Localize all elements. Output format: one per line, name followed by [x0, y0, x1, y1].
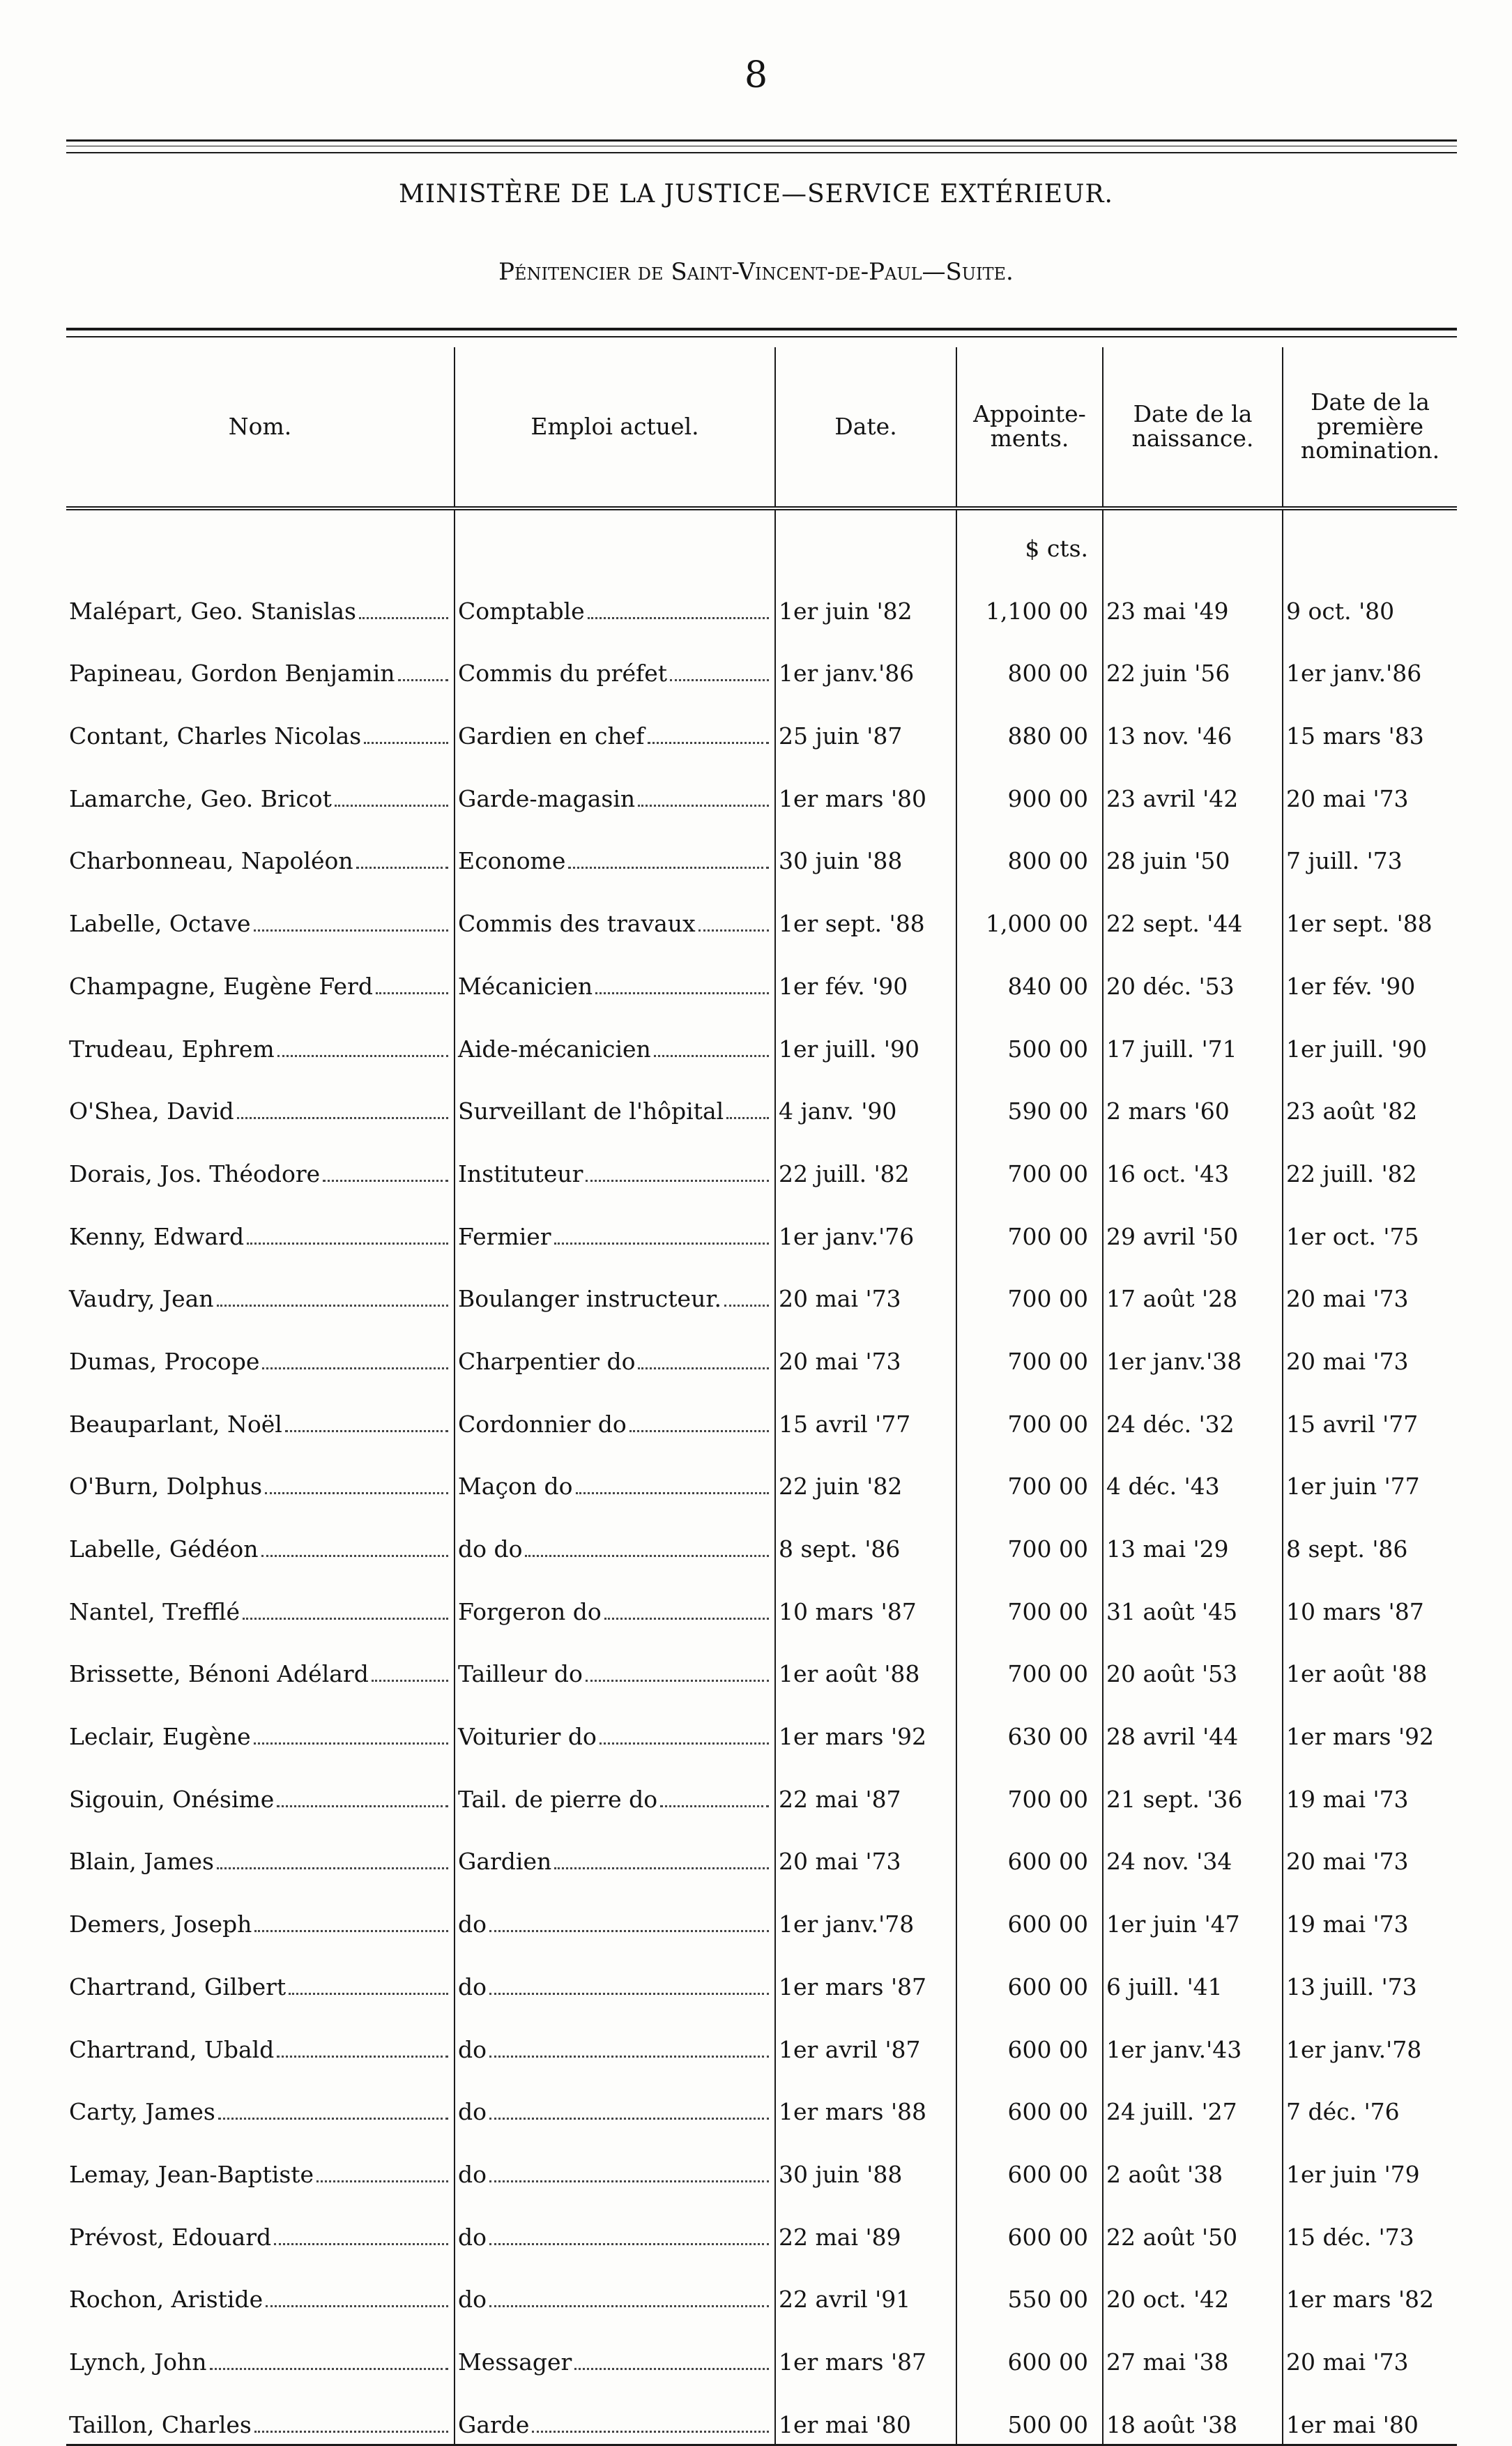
cell-appointements: 600 00 — [956, 2318, 1103, 2381]
cell-nom — [66, 1068, 455, 1131]
cell-naissance: 24 déc. '32 — [1103, 1381, 1283, 1443]
cell-date: 1er mars '80 — [775, 755, 956, 818]
cell-nom-text: Taillon, Charles — [69, 2410, 252, 2438]
cell-appointements: 700 00 — [956, 1756, 1103, 1818]
cell-date: 22 juill. '82 — [775, 1130, 956, 1193]
cell-nom-text: Kenny, Edward — [69, 1222, 245, 1250]
cell-nom-text: Sigouin, Onésime — [69, 1785, 275, 1813]
cell-emploi-text: Gardien — [458, 1848, 552, 1876]
cell-emploi — [455, 1756, 775, 1818]
cell-naissance: 20 oct. '42 — [1103, 2256, 1283, 2319]
cell-nom — [66, 818, 455, 881]
table-row — [66, 692, 1457, 755]
table-row — [66, 2069, 1457, 2132]
cell-nom-text: Vaudry, Jean — [69, 1285, 214, 1313]
page-subtitle: Pénitencier de Saint-Vincent-de-Paul—Suite. — [498, 258, 1014, 286]
cell-emploi-text: Boulanger instructeur. — [458, 1285, 721, 1313]
cell-date: 25 juin '87 — [775, 692, 956, 755]
cell-emploi — [455, 2318, 775, 2381]
cell-emploi-text: do — [458, 1973, 487, 2000]
cell-appointements: 600 00 — [956, 2131, 1103, 2194]
cell-naissance: 2 mars '60 — [1103, 1068, 1283, 1131]
col-header-naissance: Date de la naissance. — [1103, 347, 1283, 508]
table-row — [66, 568, 1457, 630]
table-row — [66, 2381, 1457, 2445]
cell-emploi-text: Voiturier do — [458, 1723, 597, 1751]
cell-nom — [66, 2006, 455, 2069]
cell-date: 22 mai '89 — [775, 2194, 956, 2256]
cell-nom — [66, 1193, 455, 1256]
table-row — [66, 943, 1457, 1005]
table-top-rule-thin — [66, 336, 1457, 337]
cell-emploi-text: do — [458, 2286, 487, 2314]
cell-nom — [66, 2131, 455, 2194]
cell-naissance: 13 nov. '46 — [1103, 692, 1283, 755]
cell-nom — [66, 1130, 455, 1193]
cell-nom — [66, 1505, 455, 1568]
cell-nom — [66, 943, 455, 1005]
cell-emploi-text: Tail. de pierre do — [458, 1785, 658, 1813]
cell-nom — [66, 1256, 455, 1319]
cell-date: 1er juill. '90 — [775, 1005, 956, 1068]
staff-table — [66, 347, 1457, 2446]
cell-nom-text: Chartrand, Gilbert — [69, 1973, 287, 2000]
units-spacer — [66, 508, 455, 568]
units-row — [66, 508, 1457, 568]
cell-naissance: 22 août '50 — [1103, 2194, 1283, 2256]
table-row — [66, 1005, 1457, 1068]
cell-nomination: 20 mai '73 — [1283, 2318, 1457, 2381]
cell-nom — [66, 1005, 455, 1068]
staff-table-container — [66, 347, 1457, 2446]
cell-nom — [66, 1693, 455, 1756]
col-header-date: Date. — [775, 347, 956, 508]
cell-date: 1er janv.'76 — [775, 1193, 956, 1256]
cell-emploi-text: do — [458, 1911, 487, 1938]
cell-nom — [66, 1943, 455, 2006]
cell-date: 30 juin '88 — [775, 2131, 956, 2194]
cell-emploi — [455, 1631, 775, 1694]
cell-nom-text: Lamarche, Geo. Bricot — [69, 784, 332, 812]
cell-nom-text: Champagne, Eugène Ferd — [69, 972, 373, 1000]
cell-nomination: 20 mai '73 — [1283, 1318, 1457, 1381]
cell-nom-text: Dorais, Jos. Théodore — [69, 1160, 321, 1187]
cell-appointements: 600 00 — [956, 1943, 1103, 2006]
cell-emploi-text: Aide-mécanicien — [458, 1035, 651, 1063]
cell-appointements: 800 00 — [956, 630, 1103, 693]
cell-appointements: 700 00 — [956, 1381, 1103, 1443]
table-row — [66, 755, 1457, 818]
cell-nom — [66, 1881, 455, 1943]
top-rule-second — [66, 152, 1457, 153]
cell-emploi — [455, 1256, 775, 1319]
cell-emploi-text: do — [458, 2098, 487, 2126]
cell-emploi — [455, 1318, 775, 1381]
cell-nomination: 1er juill. '90 — [1283, 1005, 1457, 1068]
table-row — [66, 1193, 1457, 1256]
units-label: $ cts. — [956, 508, 1103, 568]
cell-nom-text: Prévost, Edouard — [69, 2223, 272, 2251]
cell-nom — [66, 692, 455, 755]
cell-naissance: 18 août '38 — [1103, 2381, 1283, 2445]
cell-nom-text: Chartrand, Ubald — [69, 2035, 275, 2063]
units-spacer — [455, 508, 775, 568]
cell-emploi — [455, 1005, 775, 1068]
cell-date: 1er mars '92 — [775, 1693, 956, 1756]
cell-nom-text: Charbonneau, Napoléon — [69, 847, 353, 875]
cell-naissance: 16 oct. '43 — [1103, 1130, 1283, 1193]
page-title: MINISTÈRE DE LA JUSTICE—SERVICE EXTÉRIEUR. — [399, 180, 1113, 208]
cell-nom — [66, 1381, 455, 1443]
cell-naissance: 22 juin '56 — [1103, 630, 1283, 693]
cell-nomination: 22 juill. '82 — [1283, 1130, 1457, 1193]
table-row — [66, 630, 1457, 693]
cell-emploi-text: Commis du préfet — [458, 660, 667, 688]
cell-emploi — [455, 1943, 775, 2006]
cell-nomination: 23 août '82 — [1283, 1068, 1457, 1131]
cell-naissance: 24 juill. '27 — [1103, 2069, 1283, 2132]
cell-emploi-text: Maçon do — [458, 1473, 573, 1501]
cell-nomination: 1er oct. '75 — [1283, 1193, 1457, 1256]
cell-naissance: 17 juill. '71 — [1103, 1005, 1283, 1068]
cell-naissance: 21 sept. '36 — [1103, 1756, 1283, 1818]
cell-appointements: 700 00 — [956, 1568, 1103, 1631]
cell-emploi — [455, 2069, 775, 2132]
top-rule — [66, 139, 1457, 142]
cell-emploi — [455, 1693, 775, 1756]
cell-nom-text: Trudeau, Ephrem — [69, 1035, 275, 1063]
cell-appointements: 500 00 — [956, 2381, 1103, 2445]
cell-emploi-text: do — [458, 2160, 487, 2188]
table-row — [66, 1505, 1457, 1568]
cell-naissance: 23 mai '49 — [1103, 568, 1283, 630]
cell-date: 22 avril '91 — [775, 2256, 956, 2319]
cell-nomination: 15 déc. '73 — [1283, 2194, 1457, 2256]
cell-nomination: 20 mai '73 — [1283, 1256, 1457, 1319]
cell-appointements: 700 00 — [956, 1130, 1103, 1193]
cell-nomination: 1er fév. '90 — [1283, 943, 1457, 1005]
cell-date: 10 mars '87 — [775, 1568, 956, 1631]
table-row — [66, 1068, 1457, 1131]
cell-nom-text: Lynch, John — [69, 2348, 207, 2376]
cell-appointements: 600 00 — [956, 2069, 1103, 2132]
cell-appointements: 700 00 — [956, 1193, 1103, 1256]
table-top-rule — [66, 328, 1457, 331]
cell-emploi — [455, 2381, 775, 2445]
table-row — [66, 1256, 1457, 1319]
cell-date: 1er janv.'78 — [775, 1881, 956, 1943]
cell-emploi — [455, 880, 775, 943]
cell-emploi — [455, 1505, 775, 1568]
cell-naissance: 28 avril '44 — [1103, 1693, 1283, 1756]
cell-date: 1er janv.'86 — [775, 630, 956, 693]
cell-emploi-text: do — [458, 2223, 487, 2251]
cell-appointements: 600 00 — [956, 1818, 1103, 1881]
cell-emploi-text: Fermier — [458, 1222, 551, 1250]
cell-appointements: 590 00 — [956, 1068, 1103, 1131]
cell-emploi-text: Forgeron do — [458, 1597, 602, 1625]
cell-nom-text: Labelle, Gédéon — [69, 1535, 259, 1563]
cell-nom-text: Lemay, Jean-Baptiste — [69, 2160, 314, 2188]
cell-nom-text: Beauparlant, Noël — [69, 1410, 282, 1438]
cell-emploi-text: Messager — [458, 2348, 572, 2376]
cell-emploi — [455, 2256, 775, 2319]
cell-emploi — [455, 1130, 775, 1193]
cell-date: 22 mai '87 — [775, 1756, 956, 1818]
cell-date: 15 avril '77 — [775, 1381, 956, 1443]
cell-naissance: 22 sept. '44 — [1103, 880, 1283, 943]
cell-naissance: 13 mai '29 — [1103, 1505, 1283, 1568]
cell-nomination: 1er sept. '88 — [1283, 880, 1457, 943]
cell-emploi — [455, 1443, 775, 1506]
cell-date: 1er sept. '88 — [775, 880, 956, 943]
cell-naissance: 2 août '38 — [1103, 2131, 1283, 2194]
cell-naissance: 28 juin '50 — [1103, 818, 1283, 881]
cell-appointements: 500 00 — [956, 1005, 1103, 1068]
cell-emploi-text: Comptable — [458, 597, 585, 625]
cell-appointements: 900 00 — [956, 755, 1103, 818]
cell-emploi-text: Mécanicien — [458, 972, 593, 1000]
cell-naissance: 20 août '53 — [1103, 1631, 1283, 1694]
cell-nom — [66, 880, 455, 943]
col-header-appointements: Appointe-ments. — [956, 347, 1103, 508]
table-row — [66, 2318, 1457, 2381]
cell-nom — [66, 755, 455, 818]
cell-emploi-text: do — [458, 2035, 487, 2063]
cell-nomination: 19 mai '73 — [1283, 1756, 1457, 1818]
cell-nom — [66, 1818, 455, 1881]
cell-naissance: 24 nov. '34 — [1103, 1818, 1283, 1881]
cell-emploi — [455, 1381, 775, 1443]
cell-appointements: 600 00 — [956, 1881, 1103, 1943]
cell-nom — [66, 1631, 455, 1694]
cell-appointements: 880 00 — [956, 692, 1103, 755]
page-number: 8 — [744, 54, 768, 96]
cell-date: 20 mai '73 — [775, 1318, 956, 1381]
cell-nom-text: Nantel, Trefflé — [69, 1597, 240, 1625]
cell-appointements: 700 00 — [956, 1631, 1103, 1694]
cell-nomination: 1er mars '82 — [1283, 2256, 1457, 2319]
cell-appointements: 700 00 — [956, 1443, 1103, 1506]
cell-emploi-text: Gardien en chef — [458, 722, 645, 750]
cell-naissance: 6 juill. '41 — [1103, 1943, 1283, 2006]
cell-nomination: 1er janv.'78 — [1283, 2006, 1457, 2069]
cell-nom — [66, 1443, 455, 1506]
cell-naissance: 17 août '28 — [1103, 1256, 1283, 1319]
cell-appointements: 800 00 — [956, 818, 1103, 881]
cell-naissance: 20 déc. '53 — [1103, 943, 1283, 1005]
cell-appointements: 840 00 — [956, 943, 1103, 1005]
cell-date: 30 juin '88 — [775, 818, 956, 881]
cell-nom — [66, 2381, 455, 2445]
cell-date: 4 janv. '90 — [775, 1068, 956, 1131]
table-row — [66, 1318, 1457, 1381]
cell-nomination: 1er mars '92 — [1283, 1693, 1457, 1756]
cell-nomination: 7 juill. '73 — [1283, 818, 1457, 881]
table-row — [66, 1130, 1457, 1193]
cell-date: 1er mars '87 — [775, 2318, 956, 2381]
cell-nomination: 9 oct. '80 — [1283, 568, 1457, 630]
cell-naissance: 31 août '45 — [1103, 1568, 1283, 1631]
cell-appointements: 550 00 — [956, 2256, 1103, 2319]
cell-nomination: 13 juill. '73 — [1283, 1943, 1457, 2006]
cell-emploi — [455, 1193, 775, 1256]
cell-date: 1er avril '87 — [775, 2006, 956, 2069]
cell-date: 1er mai '80 — [775, 2381, 956, 2445]
table-row — [66, 1818, 1457, 1881]
cell-nom — [66, 2318, 455, 2381]
cell-emploi-text: Garde-magasin — [458, 784, 636, 812]
cell-appointements: 700 00 — [956, 1505, 1103, 1568]
table-row — [66, 1756, 1457, 1818]
units-spacer — [1283, 508, 1457, 568]
cell-nom-text: Contant, Charles Nicolas — [69, 722, 362, 750]
table-row — [66, 2131, 1457, 2194]
units-spacer — [1103, 508, 1283, 568]
cell-nom-text: O'Burn, Dolphus — [69, 1473, 263, 1501]
cell-emploi — [455, 2194, 775, 2256]
cell-appointements: 630 00 — [956, 1693, 1103, 1756]
cell-nom — [66, 1756, 455, 1818]
cell-emploi-text: Instituteur — [458, 1160, 583, 1187]
cell-nomination: 1er juin '77 — [1283, 1443, 1457, 1506]
cell-nomination: 7 déc. '76 — [1283, 2069, 1457, 2132]
cell-nomination: 1er janv.'86 — [1283, 630, 1457, 693]
cell-appointements: 700 00 — [956, 1318, 1103, 1381]
cell-naissance: 1er juin '47 — [1103, 1881, 1283, 1943]
cell-nomination: 10 mars '87 — [1283, 1568, 1457, 1631]
cell-nom-text: Dumas, Procope — [69, 1347, 260, 1375]
col-header-nomination: Date de la première nomination. — [1283, 347, 1457, 508]
cell-emploi — [455, 630, 775, 693]
table-row — [66, 2006, 1457, 2069]
cell-nom — [66, 2194, 455, 2256]
table-row — [66, 1631, 1457, 1694]
cell-nom — [66, 1318, 455, 1381]
cell-emploi — [455, 1818, 775, 1881]
cell-nom-text: Rochon, Aristide — [69, 2286, 264, 2314]
cell-naissance: 23 avril '42 — [1103, 755, 1283, 818]
cell-emploi — [455, 2006, 775, 2069]
cell-appointements: 600 00 — [956, 2006, 1103, 2069]
cell-appointements: 600 00 — [956, 2194, 1103, 2256]
cell-date: 20 mai '73 — [775, 1818, 956, 1881]
cell-emploi-text: Econome — [458, 847, 566, 875]
cell-nom-text: Carty, James — [69, 2098, 215, 2126]
cell-nom — [66, 630, 455, 693]
cell-emploi-text: Garde — [458, 2410, 530, 2438]
cell-date: 22 juin '82 — [775, 1443, 956, 1506]
table-row — [66, 2256, 1457, 2319]
table-row — [66, 1693, 1457, 1756]
table-row — [66, 1443, 1457, 1506]
cell-nomination: 15 mars '83 — [1283, 692, 1457, 755]
cell-nomination: 1er août '88 — [1283, 1631, 1457, 1694]
cell-nom-text: Leclair, Eugène — [69, 1723, 251, 1751]
cell-date: 20 mai '73 — [775, 1256, 956, 1319]
cell-nom-text: Demers, Joseph — [69, 1911, 252, 1938]
table-row — [66, 1568, 1457, 1631]
cell-emploi-text: Commis des travaux — [458, 910, 696, 938]
cell-emploi-text: Tailleur do — [458, 1660, 583, 1688]
cell-appointements: 700 00 — [956, 1256, 1103, 1319]
cell-naissance: 29 avril '50 — [1103, 1193, 1283, 1256]
cell-nom-text: Malépart, Geo. Stanislas — [69, 597, 356, 625]
cell-date: 1er juin '82 — [775, 568, 956, 630]
col-header-emploi: Emploi actuel. — [455, 347, 775, 508]
cell-nom — [66, 568, 455, 630]
cell-nomination: 20 mai '73 — [1283, 755, 1457, 818]
cell-emploi — [455, 1068, 775, 1131]
cell-appointements: 1,100 00 — [956, 568, 1103, 630]
cell-nom-text: O'Shea, David — [69, 1097, 234, 1125]
cell-emploi — [455, 943, 775, 1005]
cell-date: 1er fév. '90 — [775, 943, 956, 1005]
cell-nomination: 1er juin '79 — [1283, 2131, 1457, 2194]
cell-naissance: 27 mai '38 — [1103, 2318, 1283, 2381]
cell-date: 1er mars '87 — [775, 1943, 956, 2006]
cell-emploi — [455, 568, 775, 630]
table-row — [66, 1943, 1457, 2006]
cell-appointements: 1,000 00 — [956, 880, 1103, 943]
cell-nomination: 15 avril '77 — [1283, 1381, 1457, 1443]
cell-emploi — [455, 1568, 775, 1631]
cell-emploi — [455, 692, 775, 755]
cell-nom — [66, 2256, 455, 2319]
cell-nomination: 19 mai '73 — [1283, 1881, 1457, 1943]
units-spacer — [775, 508, 956, 568]
cell-nom-text: Blain, James — [69, 1848, 214, 1876]
col-header-nom: Nom. — [66, 347, 455, 508]
header-row — [66, 347, 1457, 508]
cell-date: 8 sept. '86 — [775, 1505, 956, 1568]
cell-emploi-text: Charpentier do — [458, 1347, 636, 1375]
cell-emploi-text: Surveillant de l'hôpital — [458, 1097, 724, 1125]
cell-emploi-text: do do — [458, 1535, 523, 1563]
cell-nom — [66, 2069, 455, 2132]
cell-emploi — [455, 1881, 775, 1943]
table-row — [66, 818, 1457, 881]
cell-emploi — [455, 818, 775, 881]
table-row — [66, 880, 1457, 943]
cell-nom-text: Papineau, Gordon Benjamin — [69, 660, 395, 688]
cell-nomination: 20 mai '73 — [1283, 1818, 1457, 1881]
cell-naissance: 1er janv.'43 — [1103, 2006, 1283, 2069]
cell-nom-text: Brissette, Bénoni Adélard — [69, 1660, 369, 1688]
cell-emploi — [455, 2131, 775, 2194]
cell-date: 1er mars '88 — [775, 2069, 956, 2132]
cell-emploi — [455, 755, 775, 818]
table-row — [66, 1881, 1457, 1943]
cell-emploi-text: Cordonnier do — [458, 1410, 627, 1438]
cell-date: 1er août '88 — [775, 1631, 956, 1694]
table-row — [66, 2194, 1457, 2256]
cell-naissance: 4 déc. '43 — [1103, 1443, 1283, 1506]
cell-nomination: 1er mai '80 — [1283, 2381, 1457, 2445]
cell-nom-text: Labelle, Octave — [69, 910, 251, 938]
cell-nom — [66, 1568, 455, 1631]
table-row — [66, 1381, 1457, 1443]
cell-naissance: 1er janv.'38 — [1103, 1318, 1283, 1381]
cell-nomination: 8 sept. '86 — [1283, 1505, 1457, 1568]
